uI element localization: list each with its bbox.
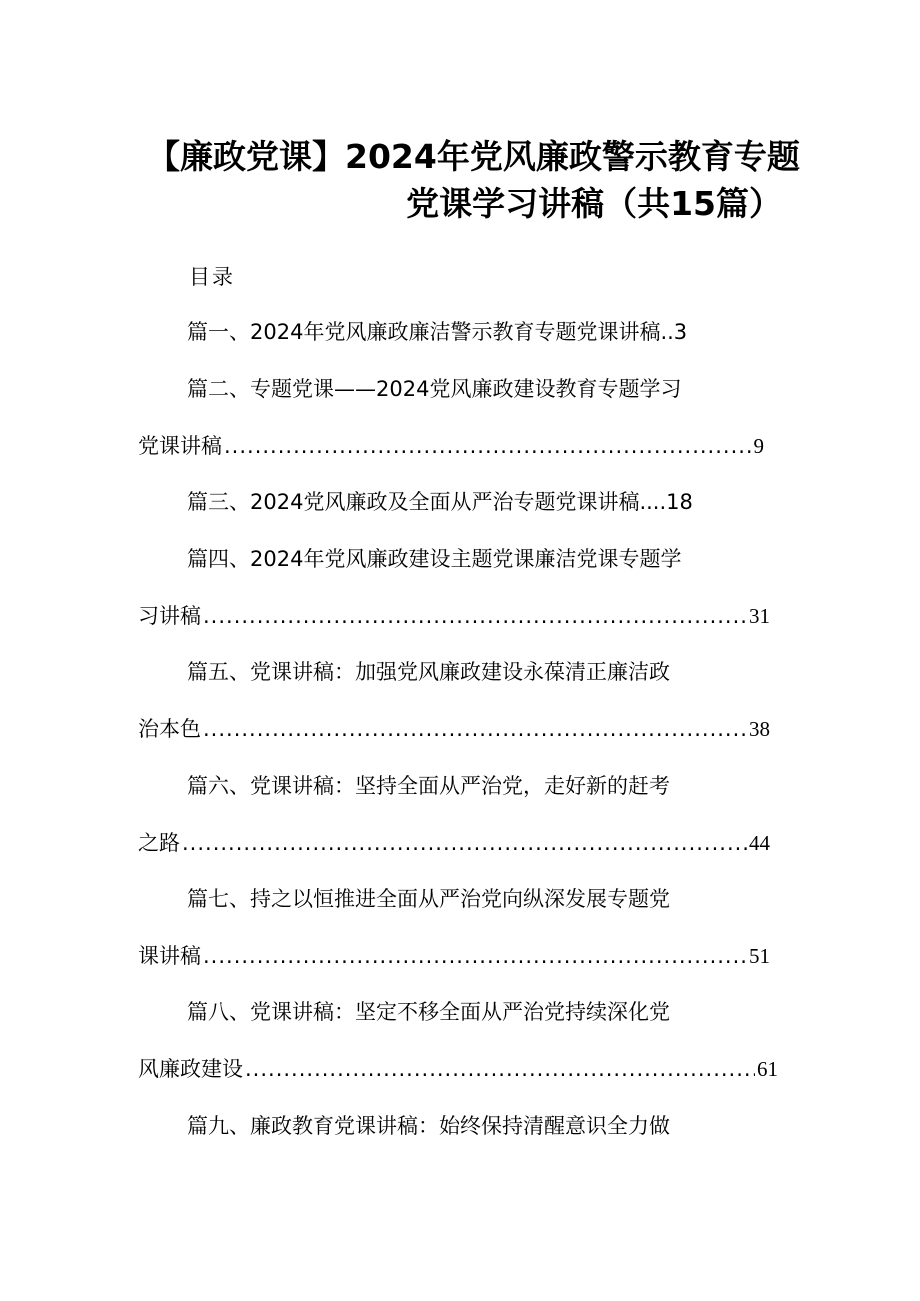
toc-leader-dots: [182, 827, 747, 859]
toc-entry-8[interactable]: 篇八、党课讲稿：坚定不移全面从严治党持续深化党: [187, 1000, 670, 1024]
toc-entry-5-tail: 治本色: [138, 717, 201, 741]
toc-entry-8-continuation[interactable]: [138, 1053, 778, 1085]
toc-leader-dots: [203, 600, 747, 632]
toc-entry-5[interactable]: 篇五、党课讲稿：加强党风廉政建设永葆清正廉洁政: [187, 660, 670, 684]
toc-entry-8-tail: 风廉政建设: [138, 1057, 243, 1081]
toc-entry-5-continuation[interactable]: [138, 713, 770, 745]
toc-entry-1[interactable]: 篇一、2024年党风廉政廉洁警示教育专题党课讲稿..3: [187, 320, 688, 344]
toc-entry-7[interactable]: 篇七、持之以恒推进全面从严治党向纵深发展专题党: [187, 887, 670, 911]
toc-page-number: 51: [749, 944, 770, 968]
toc-leader-dots: [245, 1053, 755, 1085]
toc-page-number: 31: [749, 604, 770, 628]
toc-entry-7-continuation[interactable]: [138, 940, 770, 972]
toc-leader-dots: [224, 430, 752, 462]
toc-page-number: 44: [749, 831, 770, 855]
toc-entry-4-tail: 习讲稿: [138, 604, 201, 628]
toc-leader-dots: [203, 940, 747, 972]
toc-entry-4[interactable]: 篇四、2024年党风廉政建设主题党课廉洁党课专题学: [187, 547, 682, 571]
toc-entry-3[interactable]: 篇三、2024党风廉政及全面从严治专题党课讲稿....18: [187, 490, 693, 514]
document-title-line-1: 【廉政党课】2024年党风廉政警示教育专题: [147, 137, 800, 176]
toc-entry-2[interactable]: 篇二、专题党课——2024党风廉政建设教育专题学习: [187, 377, 682, 401]
toc-entry-6-tail: 之路: [138, 831, 180, 855]
toc-leader-dots: [203, 713, 747, 745]
toc-page-number: 38: [749, 717, 770, 741]
toc-entry-2-tail: 党课讲稿: [138, 434, 222, 458]
document-title-line-2: 党课学习讲稿（共15篇）: [406, 184, 782, 223]
toc-page-number: 9: [753, 434, 764, 458]
toc-entry-6[interactable]: 篇六、党课讲稿：坚持全面从严治党，走好新的赶考: [187, 774, 670, 798]
toc-entry-7-tail: 课讲稿: [138, 944, 201, 968]
toc-page-number: 61: [757, 1057, 778, 1081]
toc-heading: 目录: [189, 265, 235, 289]
toc-entry-6-continuation[interactable]: [138, 827, 770, 859]
toc-entry-4-continuation[interactable]: [138, 600, 770, 632]
toc-entry-2-continuation[interactable]: [138, 430, 764, 462]
toc-entry-9[interactable]: 篇九、廉政教育党课讲稿：始终保持清醒意识全力做: [187, 1114, 670, 1138]
